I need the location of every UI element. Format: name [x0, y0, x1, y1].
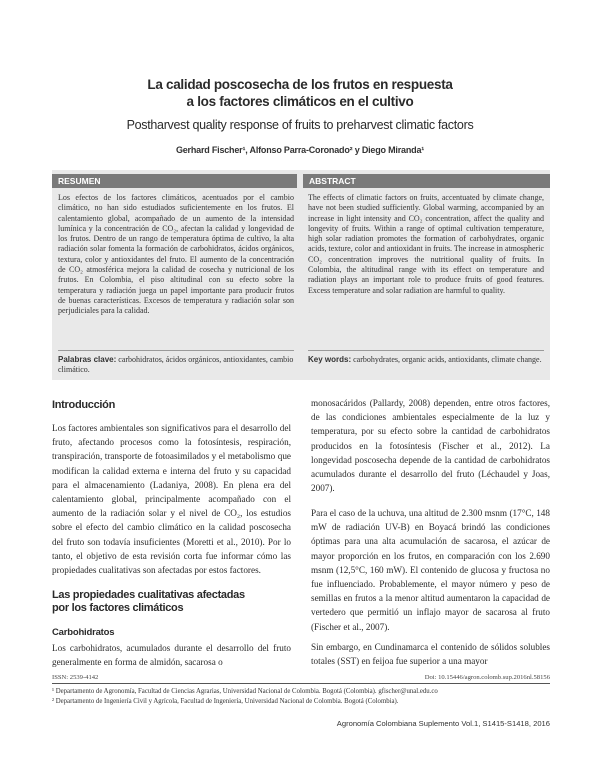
resumen-text: Los efectos de los factores climáticos, acentuados por el cambio climático, no han sido estudiados suficientemente en los frutos. El calentamiento global, acompañado de un aumento de la intensidad lumínica y la concentración de CO₂, afectan la calidad y longevidad de los frutos. Dentro de un rango de temperatura óptima de cultivo, la alta radiación solar fomenta la formación de carbohidratos, ácidos orgánicos, textura, color y antioxidantes del fruto. El aumento de la concentración de CO₂ atmosférica mejora la calidad de cosecha y nutricional de los frutos. En Colombia, el piso altitudinal con su efecto sobre la temperatura y radiación juega un papel importante para producir frutos de buenas características. Excesos de temperatura y radiación solar son perjudiciales para la calidad.	[58, 193, 294, 316]
carbohydrates-heading: Carbohidratos	[52, 627, 115, 638]
footnote-2: ² Departamento de Ingeniería Civil y Agrícola, Facultad de Ingeniería, Universidad Nacional de Colombia. Bogotá (Colombia).	[52, 698, 399, 705]
authors: Gerhard Fischer¹, Alfonso Parra-Coronado² y Diego Miranda¹	[175, 145, 425, 155]
right-paragraph-3: Sin embargo, en Cundinamarca el contenido de sólidos solubles totales (SST) en feijoa fue superior a una mayor	[311, 642, 550, 667]
abstract-keywords-label: Key words:	[308, 355, 352, 364]
resumen-divider	[58, 350, 294, 351]
intro-text: Los factores ambientales son significativos para el desarrollo del fruto, afectando procesos como la fotosíntesis, respiración, transpiración, transporte de fotoasimilados y el metabolismo que modifican la calidad externa e interna del fruto y su capacidad para el almacenamiento (Ladaniya, 2008). En plena era del calentamiento global, principalmente acompañado con el aumento de la radiación solar y el nivel de CO₂, los estudios sobre el efecto del cambio climático en la calidad poscosecha del fruto son todavía insuficientes (Moretti et al., 2010). Por lo tanto, el objetivo de esta revisión corta fue informar cómo las propiedades cualitativas son afectadas por estos factores.	[52, 423, 291, 576]
right-paragraph-2: Para el caso de la uchuva, una altitud de 2.300 msnm (17°C, 148 mW de radiación UV-B) en Boyacá brindó las condiciones óptimas para una alta acumulación de sacarosa, el azúcar de mayor proporción en los frutos, en comparación con los 2.690 msnm (12,5°C, 160 mW). El contenido de glucosa y fructosa no fue influenciado. Probablemente, el mayor número y peso de semillas en frutos a la menor altitud aumentaron la capacidad de vertedero que permitió un inflajo mayor de sacarosa al fruto (Fischer et al., 2007).	[311, 508, 550, 632]
abstract-heading: ABSTRACT	[303, 174, 550, 188]
resumen-heading: RESUMEN	[52, 174, 297, 188]
section2-heading	[52, 589, 245, 615]
resumen-keywords	[58, 355, 294, 376]
abstract-box	[52, 170, 550, 380]
title-spanish-line2: a los factores climáticos en el cultivo	[186, 94, 414, 109]
intro-heading: Introducción	[52, 399, 116, 411]
abstract-text: The effects of climatic factors on fruits, accentuated by climate change, have not been studied sufficiently. Global warming, accompanied by an increase in light intensity and CO₂ concentration, affect the quality and longevity of fruits. Within a range of optimal cultivation temperature, high solar radiation promotes the formation of carbohydrates, organic acids, texture, color and antioxidant in fruits. The increase in atmospheric CO₂ concentration improves the nutritional quality of fruits. In Colombia, the altitudinal range with its effect on temperature and radiation plays an important role to produce fruits of good features. Excess temperature and solar radiation are harmful to quality.	[308, 193, 544, 295]
abstract-divider	[308, 350, 544, 351]
carbohydrates-text: Los carbohidratos, acumulados durante el desarrollo del fruto generalmente en forma de almidón, sacarosa o	[52, 643, 291, 668]
title-spanish	[0, 76, 600, 110]
right-paragraph-1: monosacáridos (Pallardy, 2008) dependen, entre otros factores, de las condiciones ambientales especialmente de la luz y temperatura, por su efecto sobre la cantidad de carbohidratos producidos en la fotosíntesis (Fischer et al., 2012). La longevidad poscosecha depende de la cantidad de carbohidratos acumulados durante el desarrollo del fruto (Léchaudel y Joas, 2007).	[311, 398, 550, 494]
abstract-keywords	[308, 355, 544, 365]
abstract-keywords-list: carbohydrates, organic acids, antioxidants, climate change.	[353, 355, 542, 364]
title-english: Postharvest quality response of fruits to preharvest climatic factors	[126, 118, 474, 132]
section2-heading-line2: por los factores climáticos	[52, 602, 184, 614]
resumen-keywords-list: carbohidratos, ácidos orgánicos, antioxidantes, cambio climático.	[58, 355, 294, 375]
journal-citation: Agronomía Colombiana Suplemento Vol.1, S1415-S1418, 2016	[336, 719, 550, 728]
footer-rule	[52, 683, 550, 684]
issn: ISSN: 2539-4142	[52, 674, 99, 681]
title-spanish-line1: La calidad poscosecha de los frutos en respuesta	[147, 77, 453, 92]
section2-heading-line1: Las propiedades cualitativas afectadas	[52, 589, 245, 601]
resumen-keywords-label: Palabras clave:	[58, 355, 117, 364]
footnote-1: ¹ Departamento de Agronomía, Facultad de Ciencias Agrarias, Universidad Nacional de Colombia. Bogotá (Colombia). gfischer@unal.edu.co	[52, 688, 438, 695]
doi: Doi: 10.15446/agron.colomb.sup.2016nl.58156	[424, 674, 550, 681]
